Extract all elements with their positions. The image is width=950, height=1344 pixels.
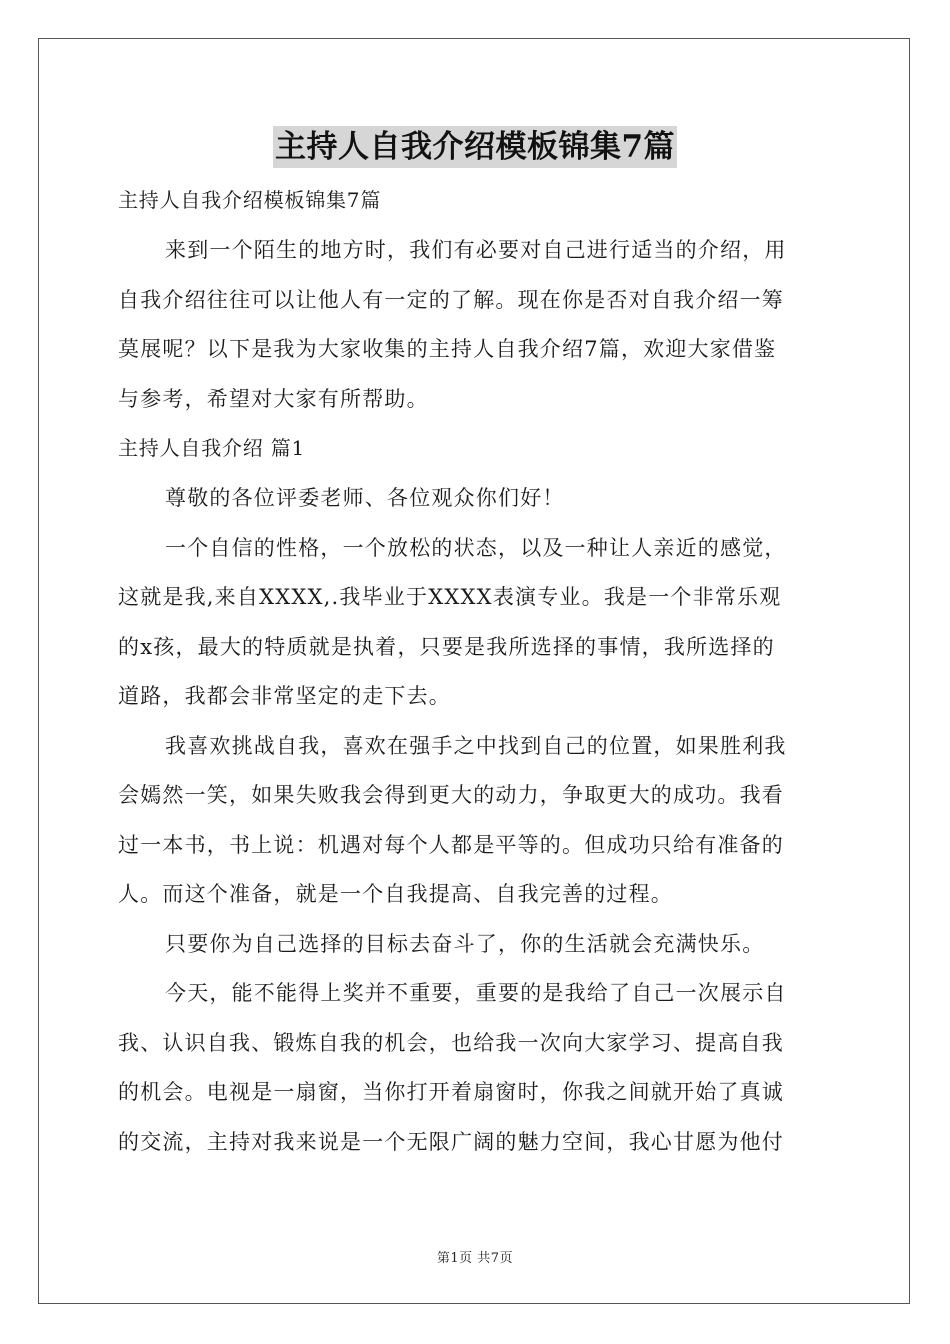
paragraph-line: 一个自信的性格，一个放松的状态，以及一种让人亲近的感觉， (165, 535, 787, 560)
paragraph-4 (118, 969, 834, 1167)
paragraph-line: 只要你为自己选择的目标去奋斗了，你的生活就会充满快乐。 (165, 931, 765, 956)
paragraph-line: 来到一个陌生的地方时，我们有必要对自己进行适当的介绍，用 (165, 238, 787, 262)
paragraph-line: 人。而这个准备，就是一个自我提高、自我完善的过程。 (118, 882, 673, 906)
page-number: 第1页 共7页 (436, 1251, 514, 1266)
title-container (0, 126, 950, 168)
paragraph-line: 我喜欢挑战自我，喜欢在强手之中找到自己的位置，如果胜利我 (165, 733, 787, 758)
paragraph-line: 会嫣然一笑，如果失败我会得到更大的动力，争取更大的成功。我看 (118, 783, 784, 807)
greeting-line: 尊敬的各位评委老师、各位观众你们好！ (165, 486, 565, 510)
page-footer (0, 1247, 950, 1266)
paragraph-line: 这就是我,来自XXXX,.我毕业于XXXX表演专业。我是一个非常乐观 (118, 585, 782, 609)
document-title: 主持人自我介绍模板锦集7篇 (273, 126, 677, 168)
section-heading: 主持人自我介绍 篇1 (118, 436, 306, 460)
paragraph-line: 的机会。电视是一扇窗，当你打开着扇窗时，你我之间就开始了真诚 (118, 1080, 784, 1104)
paragraph-line: 的交流，主持对我来说是一个无限广阔的魅力空间，我心甘愿为他付 (118, 1129, 784, 1154)
document-subtitle: 主持人自我介绍模板锦集7篇 (118, 188, 382, 212)
paragraph-line: 与参考，希望对大家有所帮助。 (118, 386, 429, 411)
paragraph-line: 我、认识自我、锻炼自我的机会，也给我一次向大家学习、提高自我 (118, 1030, 784, 1055)
paragraph-line: 过一本书，书上说：机遇对每个人都是平等的。但成功只给有准备的 (118, 832, 784, 857)
paragraph-line: 道路，我都会非常坚定的走下去。 (118, 684, 451, 708)
paragraph-1 (118, 524, 834, 722)
paragraph-2 (118, 722, 834, 920)
intro-paragraph (118, 226, 834, 424)
paragraph-line: 莫展呢？以下是我为大家收集的主持人自我介绍7篇，欢迎大家借鉴 (118, 337, 777, 361)
paragraph-line: 今天，能不能得上奖并不重要，重要的是我给了自己一次展示自 (165, 981, 787, 1005)
document-body (118, 180, 834, 1167)
paragraph-3 (118, 920, 834, 970)
paragraph-line: 的x孩，最大的特质就是执着，只要是我所选择的事情，我所选择的 (118, 634, 775, 659)
paragraph-line: 自我介绍往往可以让他人有一定的了解。现在你是否对自我介绍一筹 (118, 287, 784, 312)
